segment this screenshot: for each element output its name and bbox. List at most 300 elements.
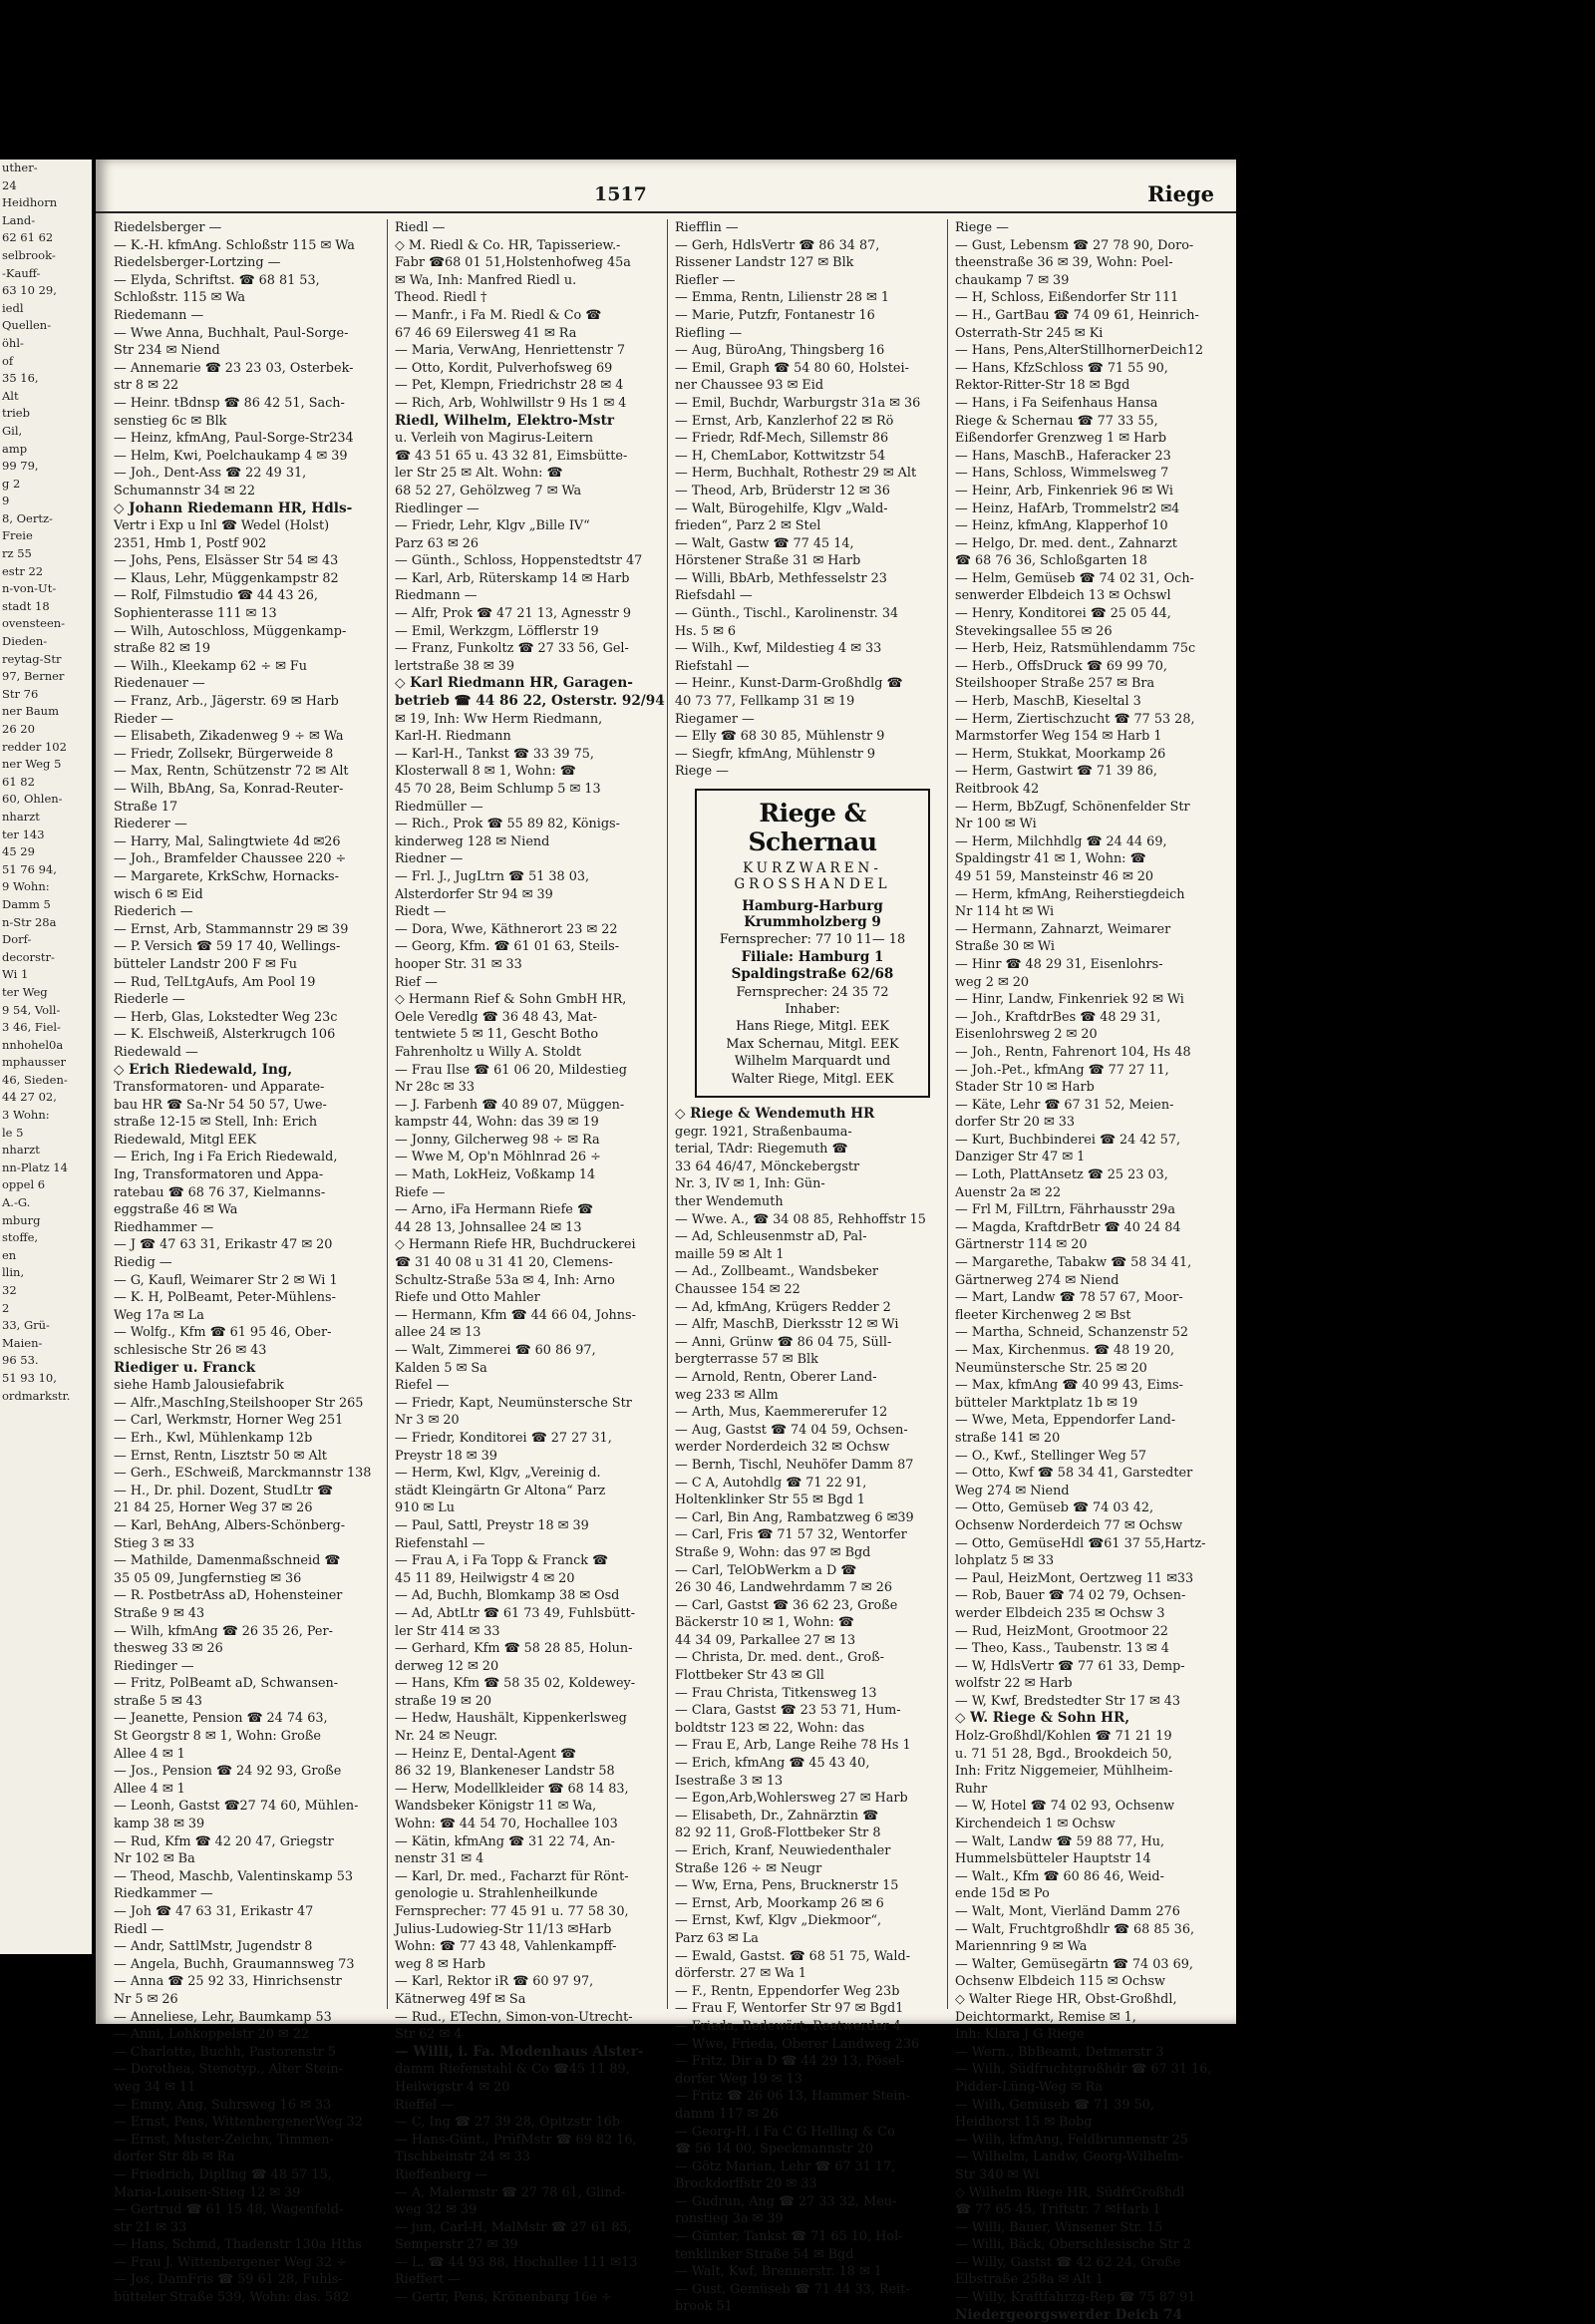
- directory-entry: — Wwe M, Op'n Möhlnrad 26 ÷: [395, 1150, 601, 1165]
- directory-entry: — Alfr, MaschB, Dierksstr 12 ✉ Wi: [675, 1317, 899, 1333]
- directory-entry: straße 19 ✉ 20: [395, 1693, 492, 1709]
- directory-entry: — Frau E, Arb, Lange Reihe 78 Hs 1: [675, 1738, 911, 1754]
- directory-entry: — Herw, Modellkleider ☎ 68 14 83,: [395, 1781, 629, 1797]
- directory-entry: straße 141 ✉ 20: [955, 1430, 1061, 1446]
- directory-entry: — Emmy, Ang, Suhrsweg 16 ✉ 33: [114, 2097, 332, 2113]
- directory-entry: — Gust, Gemüseb ☎ 71 44 33, Reit-: [675, 2281, 910, 2297]
- directory-entry: — Rich, Arb, Wohlwillstr 9 Hs 1 ✉ 4: [395, 395, 627, 411]
- directory-entry: Rektor-Ritter-Str 18 ✉ Bgd: [955, 378, 1130, 394]
- directory-entry: — Frau J. Wittenbergener Weg 32 ÷: [114, 2254, 347, 2270]
- directory-entry: Schultz-Straße 53a ✉ 4, Inh: Arno: [395, 1272, 615, 1288]
- directory-entry: — Heinr, Arb, Finkenriek 96 ✉ Wi: [955, 483, 1174, 498]
- directory-entry: Riedinger —: [114, 1658, 194, 1674]
- previous-page-fragment: redder 102: [2, 739, 67, 754]
- previous-page-fragment: mburg: [2, 1212, 41, 1227]
- directory-entry: werder Elbdeich 235 ✉ Ochsw 3: [955, 1605, 1165, 1621]
- previous-page-fragment: 9: [2, 494, 10, 508]
- directory-entry: Fahrenholtz u Willy A. Stoldt: [395, 1044, 582, 1060]
- directory-entry: theenstraße 36 ✉ 39, Wohn: Poel-: [955, 255, 1173, 271]
- directory-entry: — Walt, Bürogehilfe, Klgv „Wald-: [675, 500, 888, 516]
- directory-entry: — Erich, Kranf, Neuwiedenthaler: [675, 1843, 891, 1858]
- previous-page-fragment: 51 76 94,: [2, 861, 57, 876]
- directory-entry: — Frl. J., JugLtrn ☎ 51 38 03,: [395, 868, 590, 884]
- previous-page-fragment: Heidhorn: [2, 195, 58, 210]
- directory-entry: ◇ Wilhelm Riege HR, SüdfrGroßhdl: [955, 2184, 1185, 2200]
- directory-entry: eggstraße 46 ✉ Wa: [114, 1202, 238, 1218]
- directory-entry: — Helm, Gemüseb ☎ 74 02 31, Och-: [955, 570, 1194, 586]
- directory-entry: Rief —: [395, 974, 438, 990]
- directory-entry: Riedhammer —: [114, 1219, 214, 1235]
- directory-entry: ☎ 31 40 08 u 31 41 20, Clemens-: [395, 1255, 613, 1271]
- previous-page-fragment: rz 55: [2, 546, 32, 561]
- directory-entry: — Elly ☎ 68 30 85, Mühlenstr 9: [675, 729, 885, 745]
- directory-entry: — Heinr. tBdnsp ☎ 86 42 51, Sach-: [114, 395, 345, 411]
- directory-entry: Maria-Louisen-Stieg 12 ✉ 39: [114, 2184, 301, 2200]
- directory-entry: Allee 4 ✉ 1: [114, 1781, 185, 1797]
- directory-entry: 49 51 59, Mansteinstr 46 ✉ 20: [955, 868, 1154, 884]
- directory-entry: Nr 114 ht ✉ Wi: [955, 904, 1055, 920]
- directory-entry: ratebau ☎ 68 76 37, Kielmanns-: [114, 1184, 326, 1200]
- directory-entry: Transformatoren- und Apparate-: [114, 1080, 325, 1096]
- directory-entry: — Manfr., i Fa M. Riedl & Co ☎: [395, 307, 602, 323]
- directory-entry: — Frieda, Bedewärt, Reetwerder 4: [675, 2018, 901, 2034]
- directory-entry: — Willi, Bauer, Winsener Str. 15: [955, 2219, 1163, 2235]
- previous-page-fragment: Alt: [2, 388, 19, 403]
- directory-entry: — Rud, TelLtgAufs, Am Pool 19: [114, 974, 316, 990]
- directory-entry: schlesische Str 26 ✉ 43: [114, 1343, 267, 1358]
- directory-entry: — Margarete, KrkSchw, Hornacks-: [114, 868, 339, 884]
- directory-entry: genologie u. Strahlenheilkunde: [395, 1886, 598, 1902]
- directory-entry: — Walt, Mont, Vierländ Damm 276: [955, 1904, 1180, 1919]
- directory-entry: — Ernst, Pens, WittenbergenerWeg 32: [114, 2115, 363, 2131]
- directory-entry: Weg 17a ✉ La: [114, 1307, 204, 1323]
- ad-phone: Fernsprecher: 77 10 11— 18: [719, 932, 906, 948]
- directory-entry: — Rich., Prok ☎ 55 89 82, Königs-: [395, 817, 620, 832]
- directory-entry: Straße 30 ✉ Wi: [955, 939, 1056, 955]
- directory-entry: Deichtormarkt, Remise ✉ 1,: [955, 2009, 1136, 2025]
- previous-page-fragment: ordmarkstr.: [2, 1388, 71, 1403]
- directory-entry: — Hans-Günt., PrüfMstr ☎ 69 82 16,: [395, 2132, 637, 2148]
- directory-entry: Wohn: ☎ 44 54 70, Hochallee 103: [395, 1817, 618, 1832]
- directory-entry: ☎ 43 51 65 u. 43 32 81, Eimsbütte-: [395, 448, 628, 464]
- previous-page-fragment: selbrook-: [2, 247, 56, 262]
- directory-entry: — Friedr, Lehr, Klgv „Bille IV“: [395, 518, 590, 534]
- previous-page-fragment: 2: [2, 1300, 10, 1315]
- directory-entry: — Friedr, Zollsekr, Bürgerweide 8: [114, 746, 334, 762]
- directory-entry: — Hermann, Kfm ☎ 44 66 04, Johns-: [395, 1307, 636, 1323]
- directory-entry: — Aug, Gastst ☎ 74 04 59, Ochsen-: [675, 1422, 908, 1438]
- directory-entry: — Wilh, Gemüseb ☎ 71 39 50,: [955, 2097, 1154, 2113]
- directory-entry: — Margarethe, Tabakw ☎ 58 34 41,: [955, 1255, 1192, 1271]
- previous-page-fragment: nnhohel0a: [2, 1037, 64, 1052]
- directory-entry: — A, Malermstr ☎ 27 78 61, Glind-: [395, 2184, 626, 2200]
- directory-entry: — Herm, kfmAng, Reiherstiegdeich: [955, 886, 1185, 902]
- directory-entry: — Carl, TelObWerkm a D ☎: [675, 1562, 857, 1578]
- ad-subtitle: KURZWAREN-GROSSHANDEL: [734, 860, 891, 892]
- column-2: [395, 219, 665, 2306]
- directory-entry: — Paul, HeizMont, Oertzweg 11 ✉33: [955, 1570, 1194, 1586]
- directory-entry: — Walt, Landw ☎ 59 88 77, Hu,: [955, 1833, 1165, 1849]
- directory-entry: — Jeanette, Pension ☎ 24 74 63,: [114, 1711, 328, 1727]
- directory-entry: Brockdorffstr 20 ✉ 33: [675, 2176, 817, 2192]
- directory-entry: — Willy, Gastst ☎ 42 62 24, Große: [955, 2254, 1181, 2270]
- previous-page-fragment: ner Baum: [2, 704, 59, 719]
- directory-entry: städt Kleingärtn Gr Altona“ Parz: [395, 1483, 606, 1498]
- ad-branch-street: Spaldingstraße 62/68: [731, 966, 894, 983]
- column-4: [955, 219, 1216, 2323]
- directory-entry: — Max, kfmAng ☎ 40 99 43, Eims-: [955, 1378, 1183, 1394]
- directory-entry: lohplatz 5 ✉ 33: [955, 1553, 1055, 1569]
- directory-entry: — Jonny, Gilcherweg 98 ÷ ✉ Ra: [395, 1132, 600, 1148]
- previous-page-fragment: 61 82: [2, 774, 35, 789]
- ad-branch-phone: Fernsprecher: 24 35 72: [736, 984, 889, 1000]
- previous-page-fragment: 32: [2, 1283, 17, 1297]
- directory-entry: Holz-Großhdl/Kohlen ☎ 71 21 19: [955, 1729, 1172, 1745]
- directory-entry: 40 73 77, Fellkamp 31 ✉ 19: [675, 694, 855, 710]
- previous-page-fragment: stadt 18: [2, 598, 50, 613]
- directory-entry: — Frau Ilse ☎ 61 06 20, Mildestieg: [395, 1062, 627, 1078]
- directory-entry: — Theod, Maschb, Valentinskamp 53: [114, 1868, 353, 1884]
- previous-page-fragment: Wi 1: [2, 967, 29, 982]
- previous-page-fragment: öhl-: [2, 335, 24, 350]
- directory-entry: Rieder —: [114, 711, 174, 727]
- directory-entry: — Otto, Gemüseb ☎ 74 03 42,: [955, 1500, 1154, 1516]
- directory-entry: Bäckerstr 10 ✉ 1, Wohn: ☎: [675, 1615, 854, 1631]
- directory-entry: Pidder-Lüng-Weg ✉ Ra: [955, 2079, 1104, 2095]
- directory-entry: ✉ Wa, Inh: Manfred Riedl u.: [395, 272, 577, 288]
- column-1: [114, 219, 375, 2306]
- directory-entry: 21 84 25, Horner Weg 37 ✉ 26: [114, 1500, 313, 1516]
- directory-entry: Riegamer —: [675, 711, 755, 727]
- directory-entry: — Karl-H., Tankst ☎ 33 39 75,: [395, 746, 594, 762]
- directory-entry: ler Str 414 ✉ 33: [395, 1623, 500, 1639]
- directory-entry: — Wwe. A., ☎ 34 08 85, Rehhoffstr 15: [675, 1211, 926, 1227]
- directory-entry: — G, Kaufl, Weimarer Str 2 ✉ Wi 1: [114, 1272, 338, 1288]
- directory-entry: — Herm, Buchhalt, Rothestr 29 ✉ Alt: [675, 466, 917, 482]
- directory-entry: — Hans, KfzSchloss ☎ 71 55 90,: [955, 360, 1168, 376]
- directory-entry: Heidhorst 15 ✉ Bobg: [955, 2115, 1093, 2131]
- directory-entry: Riedmann —: [395, 588, 478, 604]
- previous-page-fragment: ter Weg: [2, 984, 48, 999]
- directory-entry: 45 70 28, Beim Schlump 5 ✉ 13: [395, 782, 601, 797]
- directory-entry: Nr 28c ✉ 33: [395, 1080, 475, 1096]
- directory-entry: Vertr i Exp u Inl ☎ Wedel (Holst): [114, 518, 330, 534]
- previous-page-fragment: ner Weg 5: [2, 757, 62, 772]
- directory-entry: Auenstr 2a ✉ 22: [955, 1184, 1062, 1200]
- directory-entry: — Joh.-Pet., kfmAng ☎ 77 27 11,: [955, 1062, 1169, 1078]
- directory-entry: Riedmüller —: [395, 799, 483, 815]
- directory-entry: Theod. Riedl †: [395, 290, 487, 306]
- directory-entry: — Alfr.,MaschIng,Steilshooper Str 265: [114, 1395, 364, 1411]
- directory-entry: Spaldingstr 41 ✉ 1, Wohn: ☎: [955, 851, 1146, 867]
- ad-owner: Max Schernau, Mitgl. EEK: [726, 1036, 899, 1052]
- directory-entry: Hs. 5 ✉ 6: [675, 623, 737, 639]
- directory-entry: — Ewald, Gastst. ☎ 68 51 75, Wald-: [675, 1948, 911, 1964]
- directory-entry: Nr 5 ✉ 26: [114, 1991, 178, 2007]
- directory-entry: ner Chaussee 93 ✉ Eid: [675, 378, 824, 394]
- directory-entry: ◇ Erich Riedewald, Ing,: [114, 1061, 293, 1078]
- ad-owner: Hans Riege, Mitgl. EEK: [736, 1019, 889, 1035]
- directory-entry: Riedelsberger —: [114, 220, 222, 235]
- directory-entry: wolfstr 22 ✉ Harb: [955, 1676, 1073, 1692]
- directory-entry: — Maria, VerwAng, Henriettenstr 7: [395, 343, 625, 359]
- directory-entry: Straße 9, Wohn: das 97 ✉ Bgd: [675, 1544, 871, 1560]
- directory-entry: 26 30 46, Landwehrdamm 7 ✉ 26: [675, 1580, 893, 1596]
- directory-entry: dorfer Str 8b ✉ Ra: [114, 2150, 235, 2165]
- previous-page-fragment: Land-: [2, 212, 36, 227]
- directory-entry: — Ad., Zollbeamt., Wandsbeker: [675, 1264, 879, 1280]
- directory-entry: Parz 63 ✉ 26: [395, 535, 479, 551]
- directory-entry: thesweg 33 ✉ 26: [114, 1641, 223, 1657]
- previous-page-fragment: amp: [2, 441, 28, 456]
- directory-entry: 67 46 69 Eilersweg 41 ✉ Ra: [395, 325, 577, 341]
- directory-entry: bütteler Marktplatz 1b ✉ 19: [955, 1395, 1138, 1411]
- directory-entry: — Herm, Kwl, Klgv, „Vereinig d.: [395, 1466, 601, 1482]
- directory-entry: weg 8 ✉ Harb: [395, 1956, 485, 1972]
- directory-entry: tenklinker Straße 54 ✉ Bgd: [675, 2246, 854, 2262]
- directory-entry: — Max, Kirchenmus. ☎ 48 19 20,: [955, 1343, 1175, 1358]
- directory-entry: brook 51: [675, 2299, 733, 2315]
- directory-entry: 44 28 13, Johnsallee 24 ✉ 13: [395, 1219, 582, 1235]
- directory-entry: terial, TAdr: Riegemuth ☎: [675, 1142, 848, 1158]
- directory-entry: Rieffel —: [395, 2097, 454, 2113]
- directory-entry: Kätnerweg 49f ✉ Sa: [395, 1991, 526, 2007]
- ad-branch: Filiale: Hamburg 1: [741, 948, 884, 965]
- directory-entry: — Karl, BehAng, Albers-Schönberg-: [114, 1517, 346, 1533]
- directory-entry: Alsterdorfer Str 94 ✉ 39: [395, 886, 553, 902]
- previous-page-fragment: 99 79,: [2, 459, 39, 474]
- previous-page-fragment: nharzt: [2, 1143, 40, 1158]
- directory-entry: — Bernh, Tischl, Neuhöfer Damm 87: [675, 1457, 914, 1473]
- directory-entry: ende 15d ✉ Po: [955, 1886, 1050, 1902]
- directory-entry: — Walt., Kfm ☎ 60 86 46, Weid-: [955, 1868, 1164, 1884]
- directory-entry: — Rud, HeizMont, Grootmoor 22: [955, 1623, 1168, 1639]
- directory-entry: tentwiete 5 ✉ 11, Gescht Botho: [395, 1027, 599, 1043]
- page-header: [96, 160, 1236, 215]
- directory-entry: chaukamp 7 ✉ 39: [955, 272, 1070, 288]
- directory-entry: — Erich, kfmAng ☎ 45 43 40,: [675, 1756, 870, 1772]
- directory-entry: Gärtnerstr 114 ✉ 20: [955, 1237, 1088, 1253]
- previous-page-fragment: trieb: [2, 406, 30, 421]
- directory-entry: — Franz, Funkoltz ☎ 27 33 56, Gel-: [395, 641, 629, 657]
- directory-entry: Riedl, Wilhelm, Elektro-Mstr: [395, 412, 615, 429]
- directory-entry: — Clara, Gastst ☎ 23 53 71, Hum-: [675, 1703, 901, 1719]
- directory-entry: — Wilh, Autoschloss, Müggenkamp-: [114, 623, 347, 639]
- directory-entry: — H, ChemLabor, Kottwitzstr 54: [675, 448, 886, 464]
- directory-entry: Nr. 3, IV ✉ 1, Inh: Gün-: [675, 1176, 825, 1192]
- directory-entry: — Ad, Schleusenmstr aD, Pal-: [675, 1229, 867, 1245]
- directory-entry: — Elisabeth, Zikadenweg 9 ÷ ✉ Wa: [114, 729, 344, 745]
- directory-entry: Riedemann —: [114, 307, 204, 323]
- directory-entry: Ochsenw Elbdeich 115 ✉ Ochsw: [955, 1974, 1165, 1990]
- directory-entry: Ruhr: [955, 1781, 988, 1797]
- directory-entry: — Wilh., Kleekamp 62 ÷ ✉ Fu: [114, 658, 308, 674]
- directory-entry: — Joh., KraftdrBes ☎ 48 29 31,: [955, 1009, 1161, 1025]
- directory-entry: — Friedr, Kapt, Neumünstersche Str: [395, 1395, 632, 1411]
- directory-entry: Schumannstr 34 ✉ 22: [114, 483, 255, 498]
- previous-page-fragment: oppel 6: [2, 1177, 46, 1192]
- previous-page-fragment: 62 61 62: [2, 230, 54, 245]
- directory-entry: weg 233 ✉ Allm: [675, 1387, 779, 1403]
- directory-entry: — W, Kwf, Bredstedter Str 17 ✉ 43: [955, 1693, 1181, 1709]
- previous-page-fragment: Damm 5: [2, 896, 51, 911]
- directory-entry: — Carl, Bin Ang, Rambatzweg 6 ✉39: [675, 1509, 914, 1525]
- directory-entry: Straße 17: [114, 799, 178, 815]
- directory-entry: Niedergeorgswerder Deich 74: [955, 2306, 1183, 2323]
- column-divider: [667, 219, 668, 2009]
- directory-entry: Parz 63 ✉ La: [675, 1930, 759, 1946]
- directory-entry: — Georg, Kfm. ☎ 61 01 63, Steils-: [395, 939, 620, 955]
- previous-page-fragment: 60, Ohlen-: [2, 792, 63, 807]
- directory-entry: u. Verleih von Magirus-Leitern: [395, 431, 593, 447]
- directory-entry: — Elyda, Schriftst. ☎ 68 81 53,: [114, 272, 320, 288]
- directory-entry: — Karl, Arb, Rüterskamp 14 ✉ Harb: [395, 570, 630, 586]
- directory-entry: — Marie, Putzfr, Fontanestr 16: [675, 307, 875, 323]
- directory-entry: Riederich —: [114, 904, 193, 920]
- directory-entry: — Willi, i. Fa. Modenhaus Alster-: [395, 2043, 644, 2060]
- directory-entry: Nr 102 ✉ Ba: [114, 1851, 195, 1867]
- directory-entry: — Hans, Schmd, Thadenstr 130a Hths: [114, 2237, 362, 2253]
- directory-entry: — Emil, Buchdr, Warburgstr 31a ✉ 36: [675, 395, 921, 411]
- directory-entry: — Ad, AbtLtr ☎ 61 73 49, Fuhlsbütt-: [395, 1605, 636, 1621]
- directory-entry: Riefe und Otto Mahler: [395, 1290, 540, 1306]
- directory-entry: straße 5 ✉ 43: [114, 1693, 202, 1709]
- directory-entry: Riefler —: [675, 272, 736, 288]
- directory-entry: Str 62 ✉ 4: [395, 2027, 463, 2043]
- directory-entry: wisch 6 ✉ Eid: [114, 886, 203, 902]
- directory-entry: — Klaus, Lehr, Müggenkampstr 82: [114, 570, 339, 586]
- directory-entry: — W, Hotel ☎ 74 02 93, Ochsenw: [955, 1799, 1175, 1815]
- directory-entry: ☎ 77 65 45, Triftstr. 7 ✉Harb 1: [955, 2202, 1161, 2218]
- running-head: Riege: [1147, 181, 1214, 206]
- directory-entry: — Charlotte, Buchh, Pastorenstr 5: [114, 2044, 336, 2060]
- directory-entry: — Johs, Pens, Elsässer Str 54 ✉ 43: [114, 553, 339, 569]
- directory-entry: — Günth., Schloss, Hoppenstedtstr 47: [395, 553, 643, 569]
- directory-entry: Riediger u. Franck: [114, 1359, 256, 1376]
- directory-entry: — jun, Carl-H, MalMstr ☎ 27 61 85,: [395, 2219, 632, 2235]
- directory-entry: 86 32 19, Blankeneser Landstr 58: [395, 1764, 615, 1780]
- directory-entry: ◇ M. Riedl & Co. HR, Tapisseriew.-: [395, 237, 621, 253]
- directory-entry: — Ww, Erna, Pens, Brucknerstr 15: [675, 1878, 899, 1894]
- directory-entry: — Hermann, Zahnarzt, Weimarer: [955, 921, 1171, 937]
- directory-entry: — Karl, Rektor iR ☎ 60 97 97,: [395, 1974, 594, 1990]
- directory-entry: — Kurt, Buchbinderei ☎ 24 42 57,: [955, 1132, 1181, 1148]
- directory-entry: — Christa, Dr. med. dent., Groß-: [675, 1650, 884, 1666]
- directory-entry: fleeter Kirchenweg 2 ✉ Bst: [955, 1307, 1131, 1323]
- directory-entry: — Alfr, Prok ☎ 47 21 13, Agnesstr 9: [395, 606, 632, 622]
- directory-entry: hooper Str. 31 ✉ 33: [395, 956, 522, 972]
- directory-entry: Eißendorfer Grenzweg 1 ✉ Harb: [955, 431, 1167, 447]
- directory-entry: bütteler Landstr 200 F ✉ Fu: [114, 956, 297, 972]
- directory-entry: ◇ Johann Riedemann HR, Hdls-: [114, 499, 353, 516]
- directory-entry: — Emma, Rentn, Lilienstr 28 ✉ 1: [675, 290, 889, 306]
- directory-entry: — Ad, kfmAng, Krügers Redder 2: [675, 1299, 891, 1315]
- directory-entry: gegr. 1921, Straßenbauma-: [675, 1124, 852, 1140]
- directory-entry: — Walt, Kwf, Brennerstr. 18 ✉ 1: [675, 2264, 882, 2280]
- directory-entry: Hörstener Straße 31 ✉ Harb: [675, 553, 861, 569]
- directory-entry: ◇ Karl Riedmann HR, Garagen-: [395, 675, 633, 692]
- directory-entry: — Emil, Graph ☎ 54 80 60, Holstei-: [675, 360, 909, 376]
- directory-entry: — Hinr, Landw, Finkenriek 92 ✉ Wi: [955, 992, 1184, 1008]
- directory-entry: Riedlinger —: [395, 500, 479, 516]
- directory-entry: Osterrath-Str 245 ✉ Ki: [955, 325, 1104, 341]
- header-rule: [96, 211, 1236, 213]
- directory-entry: — R. PostbetrAss aD, Hohensteiner: [114, 1588, 343, 1604]
- directory-entry: — Wilh, BbAng, Sa, Konrad-Reuter-: [114, 782, 344, 797]
- directory-entry: — Willy, Kraftfahrzg-Rep ☎ 75 87 91: [955, 2290, 1196, 2306]
- directory-entry: — Heinz E, Dental-Agent ☎: [395, 1746, 576, 1762]
- previous-page-fragment: 96 53.: [2, 1353, 39, 1368]
- directory-entry: — Götz Marian, Lehr ☎ 67 31 17,: [675, 2158, 896, 2174]
- directory-entry: — C A, Autohdlg ☎ 71 22 91,: [675, 1475, 867, 1491]
- directory-entry: — Anneliese, Lehr, Baumkamp 53: [114, 2009, 332, 2025]
- directory-entry: — K.-H. kfmAng. Schloßstr 115 ✉ Wa: [114, 237, 355, 253]
- directory-entry: — Hans, MaschB., Haferacker 23: [955, 448, 1171, 464]
- directory-entry: — Otto, Kwf ☎ 58 34 41, Garstedter: [955, 1466, 1193, 1482]
- directory-entry: Straße 9 ✉ 43: [114, 1605, 205, 1621]
- directory-entry: — Willi, Bäck, Oberschlesische Str 2: [955, 2237, 1191, 2253]
- directory-entry: Gärtnerweg 274 ✉ Niend: [955, 1272, 1119, 1288]
- previous-page-fragment: ter 143: [2, 827, 45, 841]
- directory-entry: ◇ Hermann Rief & Sohn GmbH HR,: [395, 992, 627, 1008]
- column-divider: [387, 219, 388, 2009]
- previous-page-fragment: le 5: [2, 1125, 24, 1140]
- previous-page-fragment: 44 27 02,: [2, 1090, 57, 1105]
- directory-entry: Riedt —: [395, 904, 447, 920]
- directory-entry: — Herm, Ziertischzucht ☎ 77 53 28,: [955, 711, 1195, 727]
- directory-entry: — Ernst, Arb, Moorkamp 26 ✉ 6: [675, 1895, 884, 1911]
- directory-entry: — Joh., Bramfelder Chaussee 220 ÷: [114, 851, 347, 867]
- directory-entry: Riedelsberger-Lortzing —: [114, 255, 281, 271]
- directory-entry: allee 24 ✉ 13: [395, 1325, 481, 1341]
- directory-entry: — H., GartBau ☎ 74 09 61, Heinrich-: [955, 307, 1199, 323]
- directory-entry: — Mart, Landw ☎ 78 57 67, Moor-: [955, 1290, 1183, 1306]
- directory-entry: Str 234 ✉ Niend: [114, 343, 220, 359]
- directory-entry: frieden“, Parz 2 ✉ Stel: [675, 518, 821, 534]
- directory-entry: — Friedr, Konditorei ☎ 27 27 31,: [395, 1430, 612, 1446]
- directory-entry: — J ☎ 47 63 31, Erikastr 47 ✉ 20: [114, 1237, 333, 1253]
- directory-entry: Steilshooper Straße 257 ✉ Bra: [955, 676, 1155, 692]
- directory-entry: — Dora, Wwe, Käthnerort 23 ✉ 22: [395, 921, 618, 937]
- previous-page-fragment: 35 16,: [2, 371, 39, 386]
- directory-entry: — C, Ing ☎ 27 39 28, Opitzstr 16b: [395, 2115, 621, 2131]
- directory-entry: — Helgo, Dr. med. dent., Zahnarzt: [955, 535, 1177, 551]
- directory-entry: Semperstr 27 ✉ 39: [395, 2237, 518, 2253]
- ad-address: Hamburg-Harburg: [742, 898, 883, 914]
- previous-page-fragment: iedl: [2, 300, 24, 315]
- directory-entry: Rieffert —: [395, 2272, 462, 2288]
- directory-entry: Elbstraße 258a ✉ Alt 1: [955, 2272, 1104, 2288]
- directory-entry: — Ernst, Rentn, Lisztstr 50 ✉ Alt: [114, 1448, 327, 1464]
- directory-entry: damm Riefenstahl & Co ☎45 11 89,: [395, 2062, 630, 2078]
- previous-page-fragment: estr 22: [2, 563, 44, 578]
- directory-entry: straße 82 ✉ 19: [114, 641, 211, 657]
- directory-entry: Oele Veredlg ☎ 36 48 43, Mat-: [395, 1009, 598, 1025]
- directory-entry: — Joh ☎ 47 63 31, Erikastr 47: [114, 1904, 314, 1919]
- directory-entry: — Fritz, PolBeamt aD, Schwansen-: [114, 1676, 339, 1692]
- directory-entry: Riefe —: [395, 1184, 446, 1200]
- directory-entry: — Walt, Zimmerei ☎ 60 86 97,: [395, 1343, 596, 1358]
- page-number: 1517: [594, 183, 647, 205]
- directory-entry: — Hedw, Haushält, Kippenkerlsweg: [395, 1711, 627, 1727]
- directory-entry: — Heinz, kfmAng, Klapperhof 10: [955, 518, 1168, 534]
- directory-entry: — Anni, Grünw ☎ 86 04 75, Süll-: [675, 1334, 892, 1350]
- directory-entry: — Ernst, Muster-Zeichn, Timmen-: [114, 2132, 334, 2148]
- previous-page-fragment: llin,: [2, 1265, 25, 1280]
- advertisement-box: [695, 789, 930, 1098]
- directory-entry: 33 64 46/47, Mönckebergstr: [675, 1159, 860, 1174]
- directory-entry: Riefstahl —: [675, 658, 750, 674]
